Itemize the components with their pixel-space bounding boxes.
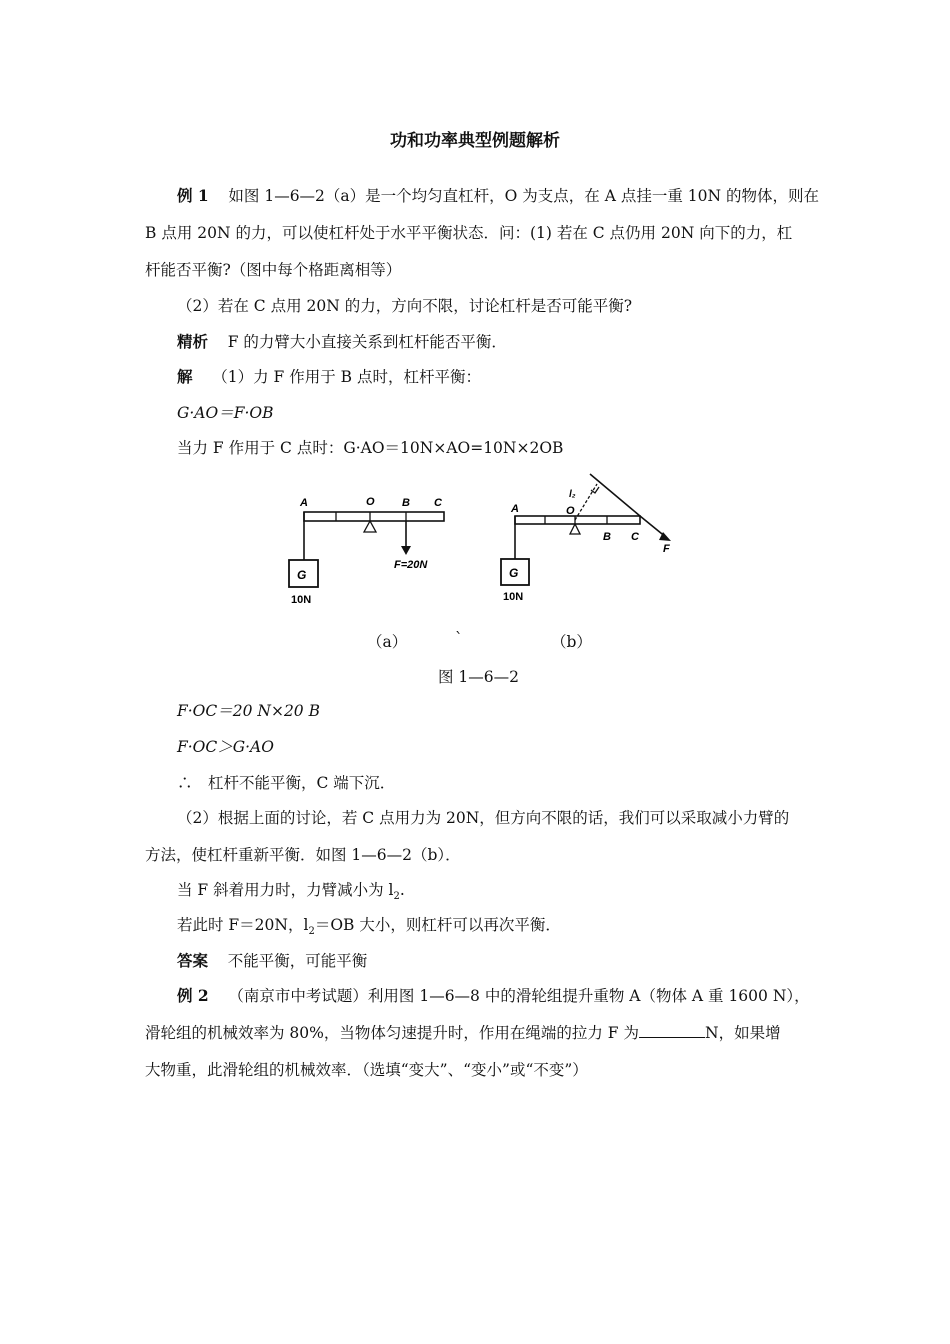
label-g: G (509, 566, 519, 580)
fulcrum-icon (364, 521, 376, 532)
part-2-line-1: （2）根据上面的讨论，若 C 点用力为 20N，但方向不限的话，我们可以采取减小力臂的 (177, 809, 790, 827)
example-2-line-3: 大物重，此滑轮组的机械效率．（选填“变大”、“变小”或“不变”） (145, 1061, 588, 1079)
caption-mark: ` (455, 630, 463, 648)
arm-reduce-text: 当 F 斜着用力时，力臂减小为 l (177, 881, 394, 899)
part-2-line-2: 方法，使杠杆重新平衡．如图 1—6—2（b）． (145, 846, 461, 864)
arm-subscript: 2 (393, 891, 400, 903)
lever-figure-a (280, 490, 455, 615)
balance-again-line (177, 915, 561, 942)
answer-text: 不能平衡，可能平衡 (227, 952, 368, 970)
example-1-label: 例 1 (177, 186, 209, 205)
label-weight: 10N (291, 594, 312, 606)
page-title: 功和功率典型例题解析 (390, 131, 560, 151)
label-b: B (402, 497, 410, 509)
answer-blank[interactable] (639, 1023, 705, 1038)
lever-figure-b (495, 472, 690, 612)
solution-line (177, 367, 481, 387)
example-1-line-3: 杆能否平衡?（图中每个格距离相等） (145, 261, 402, 279)
label-c: C (631, 531, 639, 543)
example-1-line-2: B 点用 20N 的力，可以使杠杆处于水平平衡状态．问：(1) 若在 C 点仍用 20N 向下的力，杠 (145, 224, 793, 242)
conclusion-line: ∴ 杠杆不能平衡，C 端下沉． (177, 774, 396, 792)
solution-line-2: 当力 F 作用于 C 点时：G·AO＝10N×AO=10N×2OB (177, 439, 564, 457)
arm-reduce-end: . (399, 881, 405, 899)
label-a: A (300, 497, 308, 509)
equation-3: F·OC＞G·AO (177, 738, 274, 756)
example-2-text-b: N，如果增 (705, 1024, 781, 1042)
label-o: O (366, 496, 375, 508)
equation-1: G·AO＝F·OB (177, 404, 274, 422)
analysis-text: F 的力臂大小直接关系到杠杆能否平衡． (227, 333, 507, 351)
balance-text-a: 若此时 F＝20N，l (177, 916, 309, 934)
example-2-text-a: 滑轮组的机械效率为 80%，当物体匀速提升时，作用在绳端的拉力 F 为 (145, 1024, 639, 1042)
example-2-label: 例 2 (177, 986, 209, 1005)
label-arm: l₂ (569, 489, 576, 500)
label-o: O (566, 505, 575, 517)
example-2-line-1 (177, 986, 810, 1006)
label-a: A (511, 503, 519, 515)
balance-subscript: 2 (308, 926, 315, 938)
analysis-line (177, 332, 507, 352)
example-2-line-2 (145, 1023, 781, 1043)
example-2-text: （南京市中考试题）利用图 1—6—8 中的滑轮组提升重物 A（物体 A 重 1600 N）， (228, 987, 810, 1005)
balance-text-b: ＝OB 大小，则杠杆可以再次平衡． (314, 916, 561, 934)
label-weight: 10N (503, 591, 524, 603)
answer-line (177, 951, 367, 971)
fulcrum-icon (570, 524, 580, 534)
solution-text: （1）力 F 作用于 B 点时，杠杆平衡： (212, 368, 481, 386)
answer-label: 答案 (177, 951, 209, 970)
figure-caption: 图 1—6—2 (438, 668, 520, 686)
caption-b: （b） (551, 633, 592, 651)
arm-reduce-line (177, 880, 405, 907)
label-force: F=20N (394, 559, 428, 571)
caption-a: （a） (367, 633, 408, 651)
label-force: F (663, 543, 670, 555)
label-b: B (603, 531, 611, 543)
label-g: G (297, 568, 307, 582)
analysis-label: 精析 (177, 332, 209, 351)
example-1-text: 如图 1—6—2（a）是一个均匀直杠杆，O 为支点，在 A 点挂一重 10N 的物体，则在 (228, 187, 819, 205)
equation-2: F·OC＝20 N×20 B (177, 702, 320, 720)
down-arrow-icon (401, 546, 411, 555)
label-c: C (434, 497, 442, 509)
solution-label: 解 (177, 367, 193, 386)
example-1-question-2: （2）若在 C 点用 20N 的力，方向不限，讨论杠杆是否可能平衡? (177, 297, 633, 315)
example-1-line-1 (177, 186, 819, 206)
